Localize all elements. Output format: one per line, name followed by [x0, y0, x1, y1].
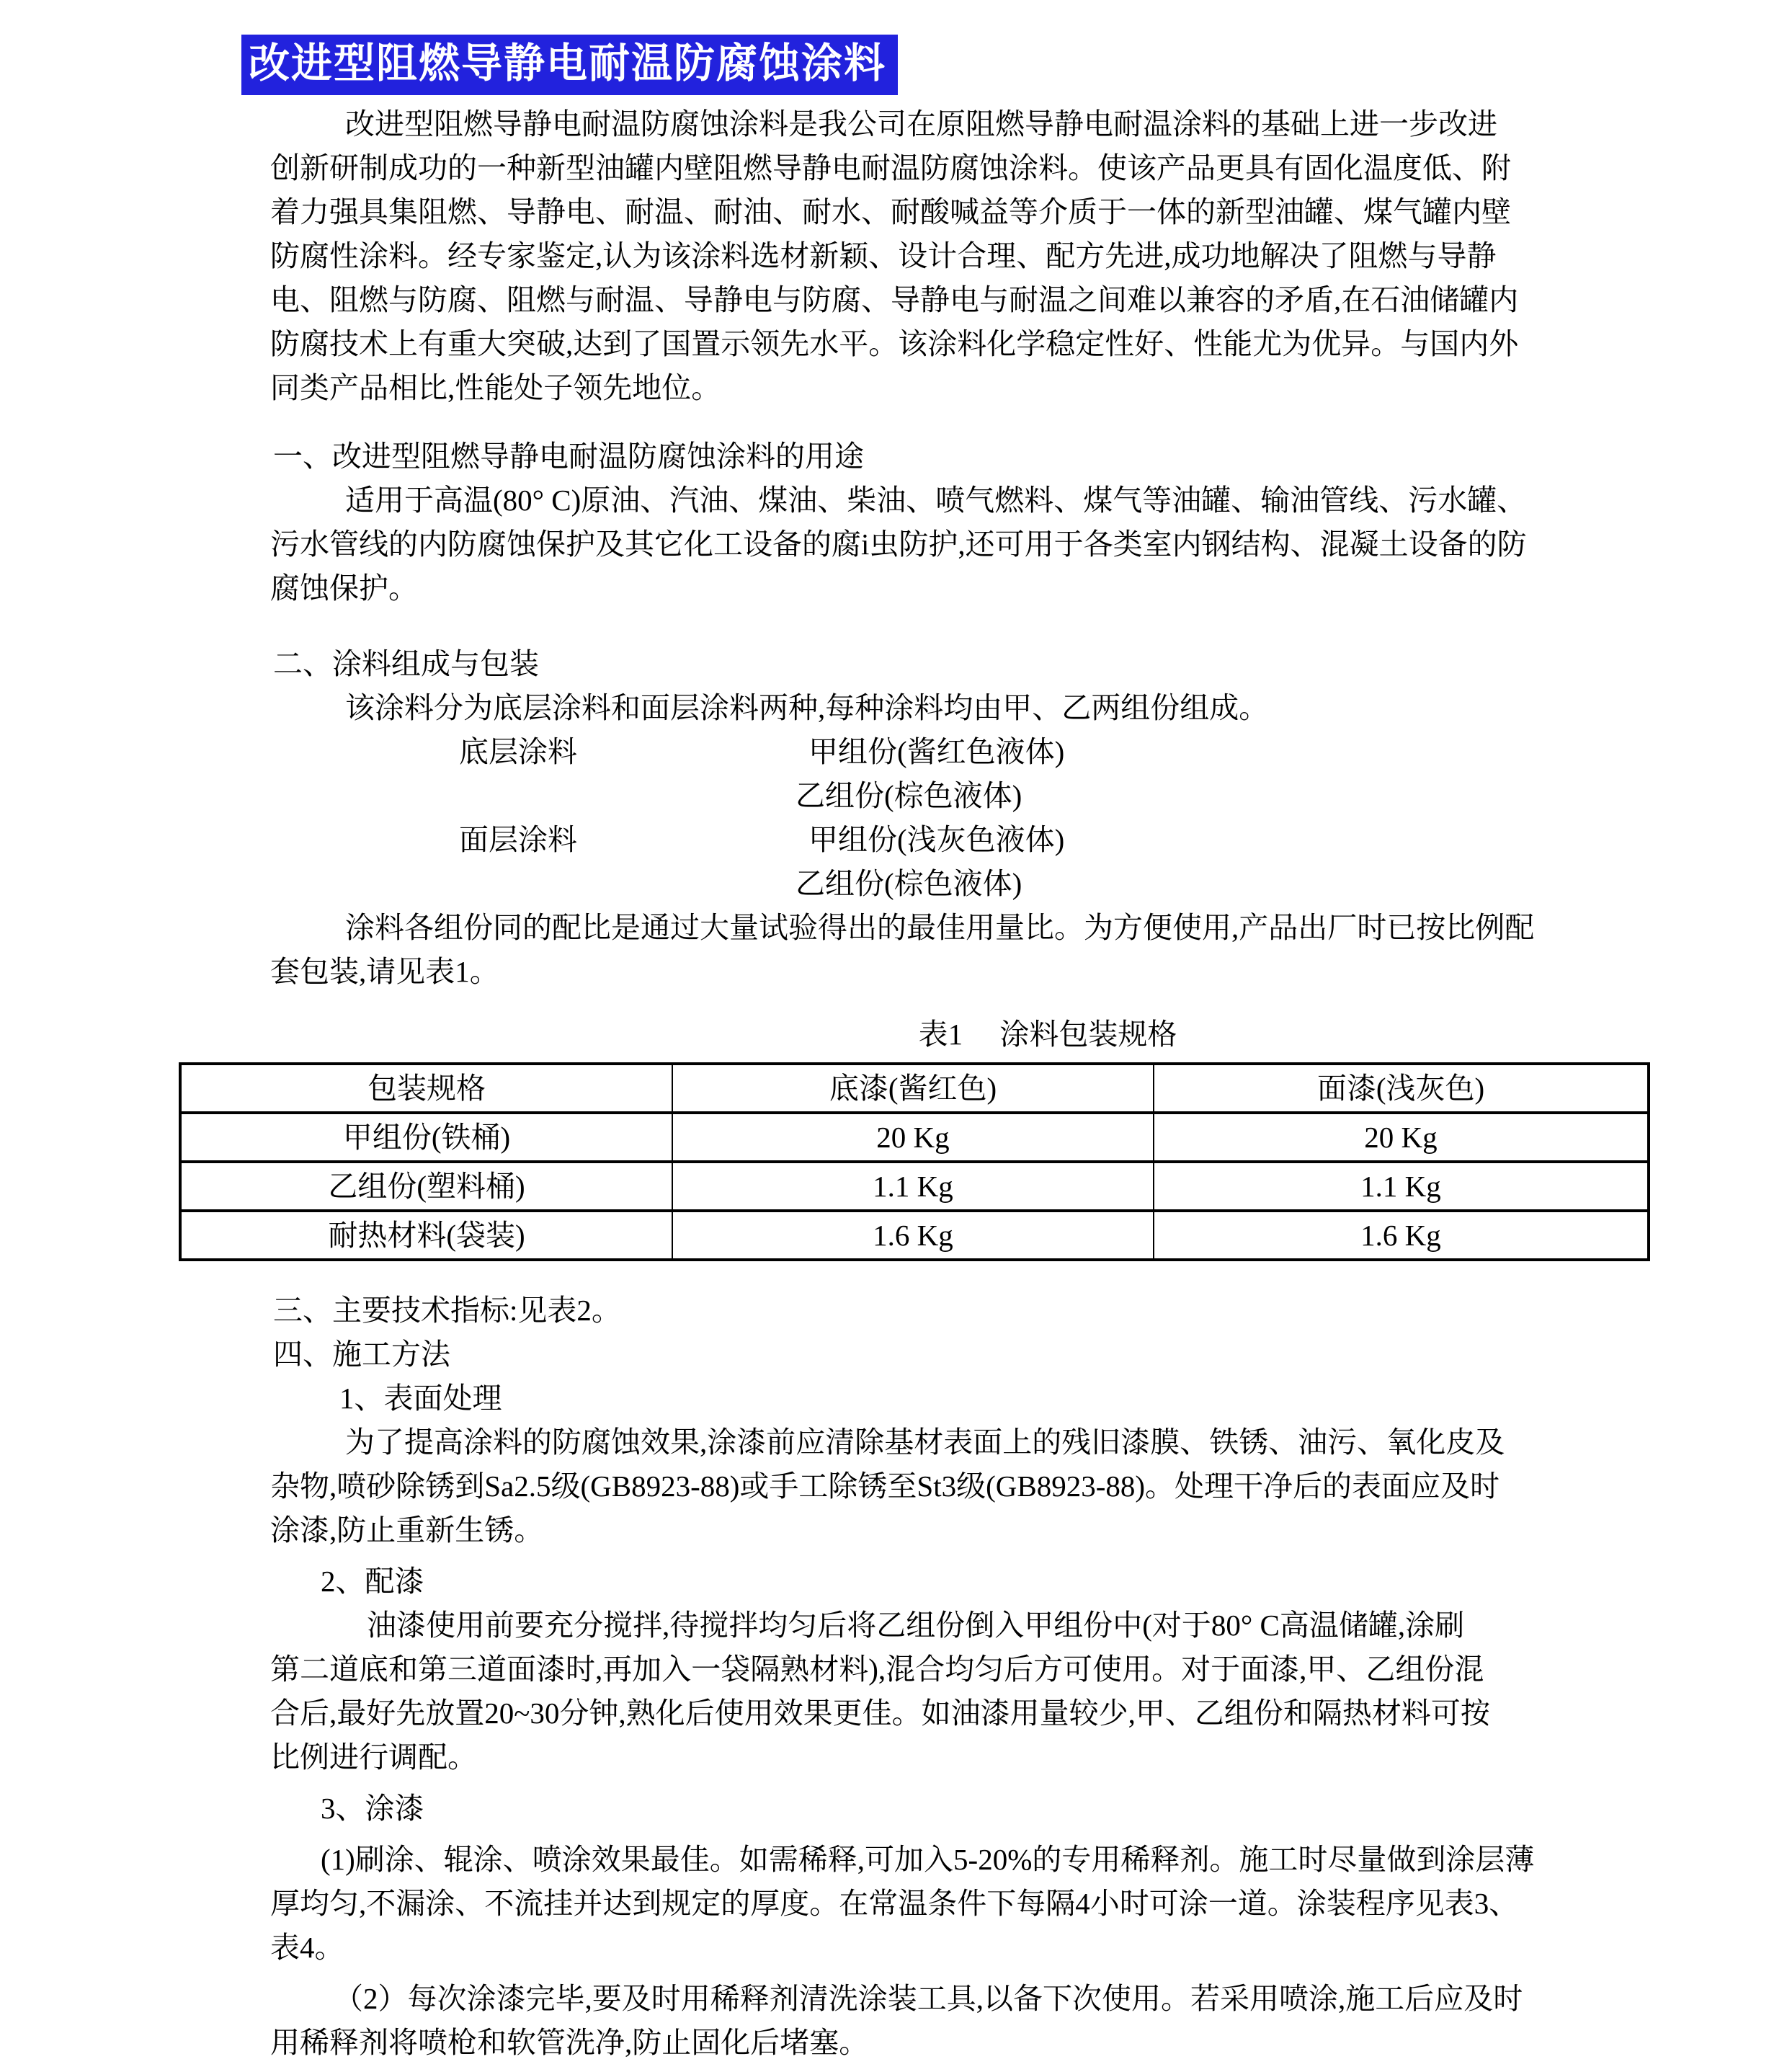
- sub3-line: 表4。: [270, 1931, 344, 1964]
- section2-closing-line: 套包装,请见表1。: [270, 955, 499, 988]
- section-usage: [270, 435, 1679, 610]
- table-header-cell: 面漆(浅灰色): [1154, 1064, 1649, 1113]
- section2-intro-line: 该涂料分为底层涂料和面层涂料两种,每种涂料均由甲、乙两组份组成。: [345, 691, 1269, 724]
- section1-line: 污水管线的内防腐蚀保护及其它化工设备的腐i虫防护,还可用于各类室内钢结构、混凝土设备的防: [270, 528, 1527, 561]
- section1-line: 适用于高温(80° C)原油、汽油、煤油、柴油、喷气燃料、煤气等油罐、输油管线、污水罐、: [345, 484, 1527, 517]
- sub3-line: （2）每次涂漆完毕,要及时用稀释剂清洗涂装工具,以备下次使用。若采用喷涂,施工后应及时: [334, 1982, 1523, 2015]
- sub2-line: 比例进行调配。: [270, 1740, 477, 1774]
- table-cell: 乙组份(塑料桶): [180, 1162, 672, 1211]
- sub2-line: 第二道底和第三道面漆时,再加入一袋隔熟材料),混合均匀后方可使用。对于面漆,甲、乙组份混: [270, 1653, 1484, 1686]
- section-application: [270, 1333, 1679, 2065]
- component-label: 乙组份(棕色液体): [796, 867, 1022, 900]
- composition-row: [270, 730, 1679, 774]
- sub1-line: 为了提高涂料的防腐蚀效果,涂漆前应清除基材表面上的残旧漆膜、铁锈、油污、氧化皮及: [345, 1426, 1505, 1459]
- document-page: [0, 35, 1787, 2072]
- intro-line: 防腐性涂料。经专家鉴定,认为该涂料选材新颖、设计合理、配方先进,成功地解决了阻燃与导静: [270, 239, 1497, 272]
- section-composition: [270, 642, 1679, 994]
- table1-caption-row: [179, 1013, 1650, 1057]
- intro-line: 着力强具集阻燃、导静电、耐温、耐油、耐水、耐酸喊益等介质于一体的新型油罐、煤气罐内壁: [270, 195, 1511, 228]
- intro-line: 同类产品相比,性能处子领先地位。: [270, 371, 721, 404]
- page-title: 改进型阻燃导静电耐温防腐蚀涂料: [241, 35, 898, 95]
- table-cell: 1.6 Kg: [1154, 1211, 1649, 1260]
- composition-row: [270, 862, 1679, 906]
- section2-closing-line: 涂料各组份同的配比是通过大量试验得出的最佳用量比。为方便使用,产品出厂时已按比例配: [345, 911, 1535, 944]
- component-label: 甲组份(酱红色液体): [808, 735, 1065, 768]
- sub2-line: 油漆使用前要充分搅拌,待搅拌均匀后将乙组份倒入甲组份中(对于80° C高温储罐,涂刷: [367, 1609, 1465, 1642]
- sub3-line: (1)刷涂、辊涂、喷涂效果最佳。如需稀释,可加入5-20%的专用稀释剂。施工时尽量做到涂层薄: [321, 1843, 1535, 1876]
- component-label: 乙组份(棕色液体): [796, 779, 1022, 812]
- section-indicators: [270, 1289, 1679, 1333]
- sub1-line: 杂物,喷砂除锈到Sa2.5级(GB8923-88)或手工除锈至St3级(GB8923-88)。处理干净后的表面应及时: [270, 1469, 1500, 1503]
- table-cell: 1.1 Kg: [672, 1162, 1154, 1211]
- intro-line: 电、阻燃与防腐、阻燃与耐温、导静电与防腐、导静电与耐温之间难以兼容的矛盾,在石油储罐内: [270, 283, 1519, 316]
- packaging-spec-table: [179, 1062, 1650, 1261]
- table-header-cell: 包装规格: [180, 1064, 672, 1113]
- sub3-line: 厚均匀,不漏涂、不流挂并达到规定的厚度。在常温条件下每隔4小时可涂一道。涂装程序见表3、: [270, 1887, 1519, 1920]
- table-cell: 1.6 Kg: [672, 1211, 1154, 1260]
- intro-line: 创新研制成功的一种新型油罐内壁阻燃导静电耐温防腐蚀涂料。使该产品更具有固化温度低、附: [270, 151, 1511, 184]
- sub2-heading: 2、配漆: [321, 1565, 424, 1598]
- table-cell: 耐热材料(袋装): [180, 1211, 672, 1260]
- table1-caption: 表1 涂料包装规格: [918, 1018, 1177, 1051]
- section3-heading: 三、主要技术指标:见表2。: [273, 1294, 621, 1327]
- layer-label: 底层涂料: [459, 735, 577, 768]
- sub1-line: 涂漆,防止重新生锈。: [270, 1513, 544, 1547]
- table-row: [180, 1162, 1649, 1211]
- table-cell: 20 Kg: [1154, 1113, 1649, 1162]
- section2-heading: 二、涂料组成与包装: [273, 647, 539, 680]
- table-header-row: [180, 1064, 1649, 1113]
- table-row: [180, 1113, 1649, 1162]
- sub1-heading: 1、表面处理: [339, 1382, 502, 1415]
- sub2-line: 合后,最好先放置20~30分钟,熟化后使用效果更佳。如油漆用量较少,甲、乙组份和隔热材料可按: [270, 1697, 1490, 1730]
- table-header-cell: 底漆(酱红色): [672, 1064, 1154, 1113]
- title-row: [241, 35, 1787, 95]
- intro-line: 改进型阻燃导静电耐温防腐蚀涂料是我公司在原阻燃导静电耐温涂料的基础上进一步改进: [345, 107, 1497, 141]
- layer-label: 面层涂料: [459, 823, 577, 856]
- section1-heading: 一、改进型阻燃导静电耐温防腐蚀涂料的用途: [273, 440, 864, 473]
- section4-heading: 四、施工方法: [273, 1338, 450, 1371]
- table-cell: 20 Kg: [672, 1113, 1154, 1162]
- intro-paragraph: [270, 102, 1679, 410]
- composition-row: [270, 774, 1679, 818]
- table-cell: 1.1 Kg: [1154, 1162, 1649, 1211]
- section1-line: 腐蚀保护。: [270, 572, 418, 605]
- sub3-heading: 3、涂漆: [321, 1792, 424, 1825]
- table-cell: 甲组份(铁桶): [180, 1113, 672, 1162]
- table-row: [180, 1211, 1649, 1260]
- component-label: 甲组份(浅灰色液体): [808, 823, 1065, 856]
- intro-line: 防腐技术上有重大突破,达到了国置示领先水平。该涂料化学稳定性好、性能尤为优异。与国内外: [270, 327, 1519, 360]
- composition-row: [270, 818, 1679, 862]
- sub3-line: 用稀释剂将喷枪和软管洗净,防止固化后堵塞。: [270, 2026, 869, 2059]
